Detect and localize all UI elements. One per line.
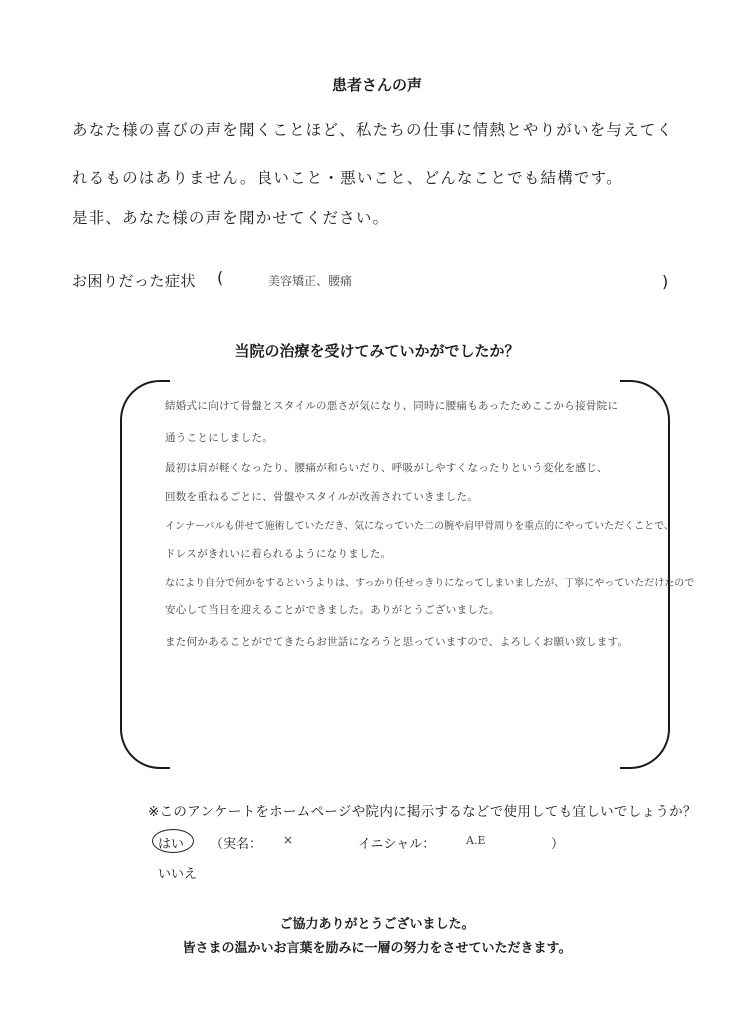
symptom-value: 美容矯正、腰痛 — [268, 274, 353, 288]
real-name-label: （実名： — [210, 837, 263, 852]
consent-notice: ※このアンケートをホームページや院内に掲示するなどで使用しても宜しいでしょうか？ — [148, 804, 697, 820]
consent-no-option: いいえ — [158, 867, 198, 882]
intro-line: 是非、あなた様の声を聞かせてください。 — [72, 209, 390, 227]
thanks-line: ご協力ありがとうございました。 — [279, 917, 475, 932]
symptom-label: お困りだった症状 — [72, 272, 197, 290]
answer-line: なにより自分で何かをするというよりは、すっかり任せっきりになってしまいましたが、丁寧にやっていただけたので — [165, 578, 695, 589]
intro-line: れるものはありません。良いこと・悪いこと、どんなことでも結構です。 — [72, 169, 623, 187]
real-name-value: × — [283, 833, 294, 847]
initial-label: イニシャル： — [358, 837, 436, 852]
consent-close-paren: ） — [551, 837, 565, 852]
answer-line: 最初は肩が軽くなったり、腰痛が和らいだり、呼吸がしやすくなったりという変化を感じ、 — [165, 462, 608, 474]
symptom-close-paren: ) — [662, 272, 669, 291]
thanks-line: 皆さまの温かいお言葉を励みに一層の努力をさせていただきます。 — [182, 941, 572, 956]
answer-line: 通うことにしました。 — [165, 432, 273, 444]
symptom-open-paren: ( — [217, 268, 224, 287]
page-title: 患者さんの声 — [331, 76, 422, 94]
answer-box-left-brace — [120, 380, 170, 769]
answer-line: 回数を重ねるごとに、骨盤やスタイルが改善されていきました。 — [165, 491, 478, 503]
question-heading: 当院の治療を受けてみていかがでしたか？ — [234, 342, 520, 360]
intro-line: あなた様の喜びの声を聞くことほど、私たちの仕事に情熱とやりがいを与えてく — [72, 121, 674, 139]
answer-line: 結婚式に向けて骨盤とスタイルの悪さが気になり、同時に腰痛もあったためここから接骨院に — [165, 400, 619, 412]
answer-line: また何かあることがでてきたらお世話になろうと思っていますので、よろしくお願い致します。 — [165, 636, 629, 648]
answer-line: 安心して当日を迎えることができました。ありがとうございました。 — [165, 604, 500, 616]
initial-value: A.E — [466, 834, 486, 847]
consent-yes-option: はい — [158, 837, 185, 852]
answer-line: インナーバルも併せて施術していただき、気になっていた二の腕や肩甲骨周りを重点的にやっていただくことで、 — [165, 521, 674, 532]
answer-line: ドレスがきれいに着られるようになりました。 — [165, 548, 392, 560]
